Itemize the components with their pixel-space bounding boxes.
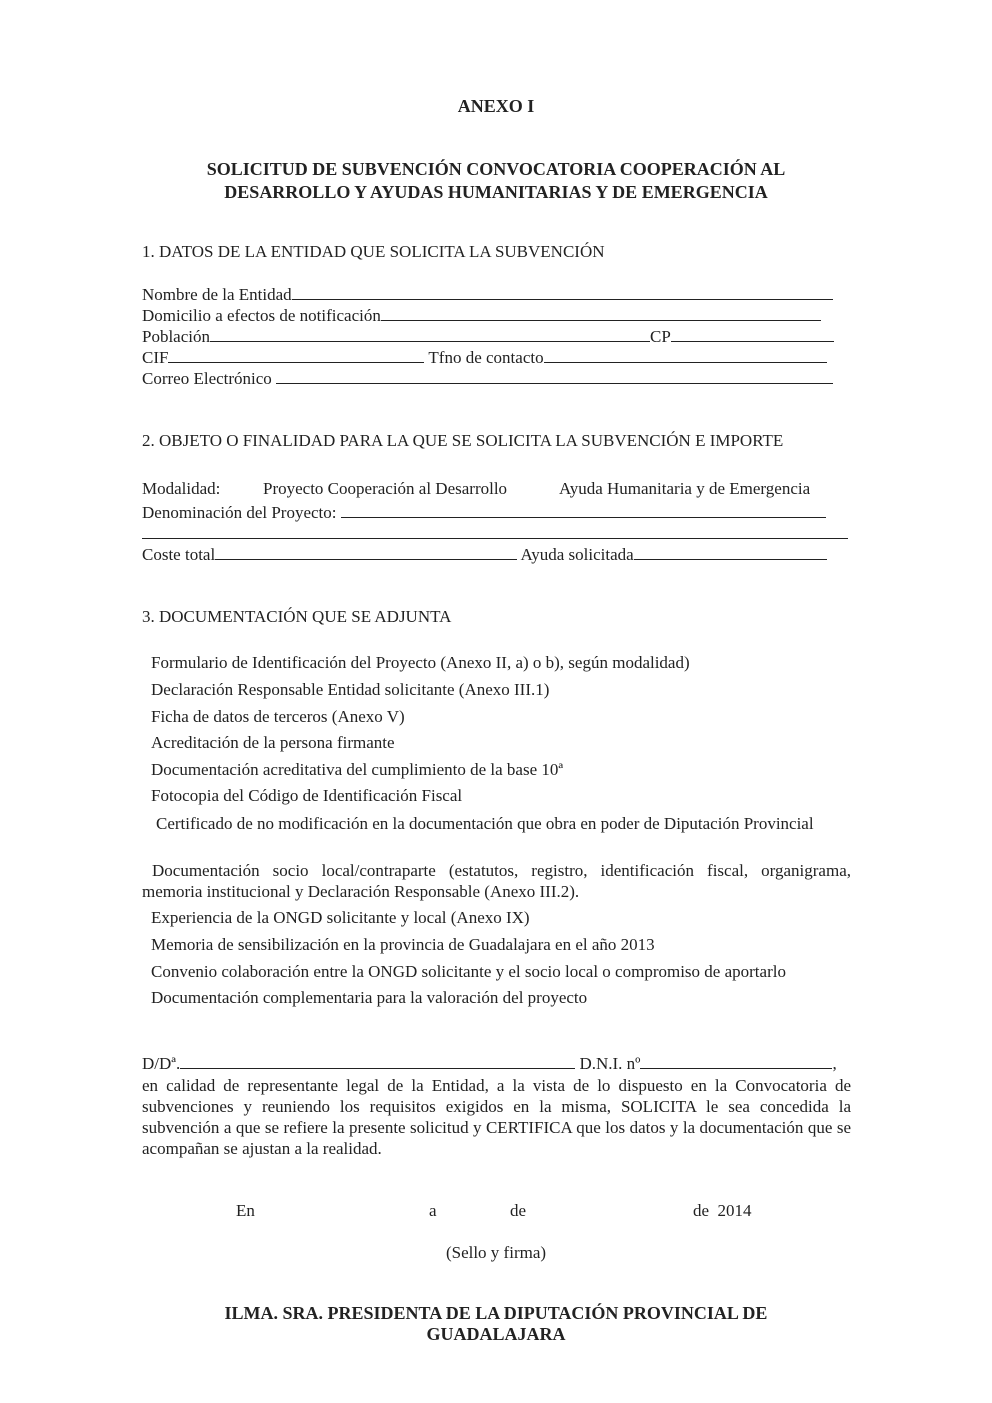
project-name-label: Denominación del Proyecto: bbox=[142, 503, 337, 522]
declarant-row bbox=[142, 1054, 837, 1074]
seal-and-signature: (Sello y firma) bbox=[445, 1243, 547, 1262]
doc-item-base-compliance[interactable]: Documentación acreditativa del cumplimiento de la base 10ª bbox=[151, 760, 564, 779]
address-label: Domicilio a efectos de notificación bbox=[142, 306, 381, 325]
project-name-row bbox=[142, 503, 826, 523]
project-name-field[interactable] bbox=[341, 503, 826, 518]
date-en-label: En bbox=[236, 1201, 255, 1220]
section1-heading: 1. DATOS DE LA ENTIDAD QUE SOLICITA LA SUBVENCIÓN bbox=[142, 242, 605, 261]
declarant-name-label: D/Dª. bbox=[142, 1054, 181, 1073]
phone-field[interactable] bbox=[544, 348, 827, 363]
cost-row bbox=[142, 545, 827, 565]
document-title-line2: DESARROLLO Y AYUDAS HUMANITARIAS Y DE EMERGENCIA bbox=[224, 182, 768, 202]
address-field[interactable] bbox=[381, 306, 821, 321]
entity-name-row bbox=[142, 285, 833, 305]
requested-aid-label: Ayuda solicitada bbox=[520, 545, 634, 564]
dni-label: D.N.I. nº bbox=[579, 1054, 641, 1073]
declarant-name-field[interactable] bbox=[180, 1054, 575, 1069]
addressee-line1: ILMA. SRA. PRESIDENTA DE LA DIPUTACIÓN PROVINCIAL DE bbox=[224, 1303, 768, 1323]
doc-item-identification-form[interactable]: Formulario de Identificación del Proyecto (Anexo II, a) o b), según modalidad) bbox=[151, 653, 690, 672]
project-name-field-line2[interactable] bbox=[142, 524, 848, 539]
doc-item-collaboration-agreement[interactable]: Convenio colaboración entre la ONGD solicitante y el socio local o compromiso de aportarlo bbox=[151, 962, 786, 981]
email-label: Correo Electrónico bbox=[142, 369, 272, 388]
cif-field[interactable] bbox=[168, 348, 424, 363]
date-a-label: a bbox=[429, 1201, 437, 1220]
doc-item-ongd-experience[interactable]: Experiencia de la ONGD solicitante y local (Anexo IX) bbox=[151, 908, 530, 927]
project-name-continuation bbox=[142, 524, 848, 544]
requested-aid-field[interactable] bbox=[634, 545, 827, 560]
dni-field[interactable] bbox=[640, 1054, 832, 1069]
document-title-line1: SOLICITUD DE SUBVENCIÓN CONVOCATORIA COOPERACIÓN AL bbox=[206, 159, 786, 179]
town-label: Población bbox=[142, 327, 210, 346]
section3-heading: 3. DOCUMENTACIÓN QUE SE ADJUNTA bbox=[142, 607, 452, 626]
doc-item-awareness-report[interactable]: Memoria de sensibilización en la provincia de Guadalajara en el año 2013 bbox=[151, 935, 655, 954]
town-row bbox=[142, 327, 834, 347]
entity-name-field[interactable] bbox=[292, 285, 833, 300]
modality-option-development[interactable]: Proyecto Cooperación al Desarrollo bbox=[263, 479, 508, 498]
doc-item-responsible-declaration[interactable]: Declaración Responsable Entidad solicitante (Anexo III.1) bbox=[151, 680, 550, 699]
postcode-field[interactable] bbox=[671, 327, 834, 342]
doc-item-third-party-data[interactable]: Ficha de datos de terceros (Anexo V) bbox=[151, 707, 405, 726]
entity-name-label: Nombre de la Entidad bbox=[142, 285, 292, 304]
date-year-row bbox=[693, 1201, 752, 1221]
cif-label: CIF bbox=[142, 348, 169, 367]
postcode-label: CP bbox=[650, 327, 671, 346]
declaration-body: en calidad de representante legal de la Entidad, a la vista de lo dispuesto en la Convocatoria de subvenciones y reuniendo los requisitos exigidos en la misma, SOLICITA le sea concedida la subvención a que se refiere la presente solicitud y CERTIFICA que los datos y la documentación que se acompañan se ajustan a la realidad. bbox=[142, 1076, 851, 1158]
doc-item-tax-id-copy[interactable]: Fotocopia del Código de Identificación Fiscal bbox=[151, 786, 463, 805]
modality-label: Modalidad: bbox=[142, 479, 221, 498]
total-cost-field[interactable] bbox=[215, 545, 517, 560]
modality-option-humanitarian[interactable]: Ayuda Humanitaria y de Emergencia bbox=[559, 479, 811, 498]
phone-label: Tfno de contacto bbox=[428, 348, 544, 367]
annex-title: ANEXO I bbox=[457, 96, 535, 116]
email-row bbox=[142, 369, 833, 389]
doc-item-no-modification-certificate[interactable]: Certificado de no modificación en la documentación que obra en poder de Diputación Provincial bbox=[156, 814, 814, 833]
addressee-line2: GUADALAJARA bbox=[426, 1324, 566, 1344]
date-year: 2014 bbox=[717, 1201, 752, 1220]
date-de-label-2: de bbox=[693, 1201, 710, 1220]
address-row bbox=[142, 306, 821, 326]
cif-phone-row bbox=[142, 348, 827, 368]
section2-heading: 2. OBJETO O FINALIDAD PARA LA QUE SE SOLICITA LA SUBVENCIÓN E IMPORTE bbox=[142, 431, 784, 450]
doc-item-complementary-docs[interactable]: Documentación complementaria para la valoración del proyecto bbox=[151, 988, 588, 1007]
email-field[interactable] bbox=[276, 369, 833, 384]
doc-item-local-partner-docs[interactable]: Documentación socio local/contraparte (estatutos, registro, identificación fiscal, organigrama, memoria institucional y Declaración Responsable (Anexo III.2). bbox=[142, 861, 851, 901]
declarant-comma: , bbox=[832, 1054, 837, 1073]
total-cost-label: Coste total bbox=[142, 545, 216, 564]
town-field[interactable] bbox=[210, 327, 650, 342]
date-de-label-1: de bbox=[510, 1201, 527, 1220]
doc-item-signer-accreditation[interactable]: Acreditación de la persona firmante bbox=[151, 733, 395, 752]
